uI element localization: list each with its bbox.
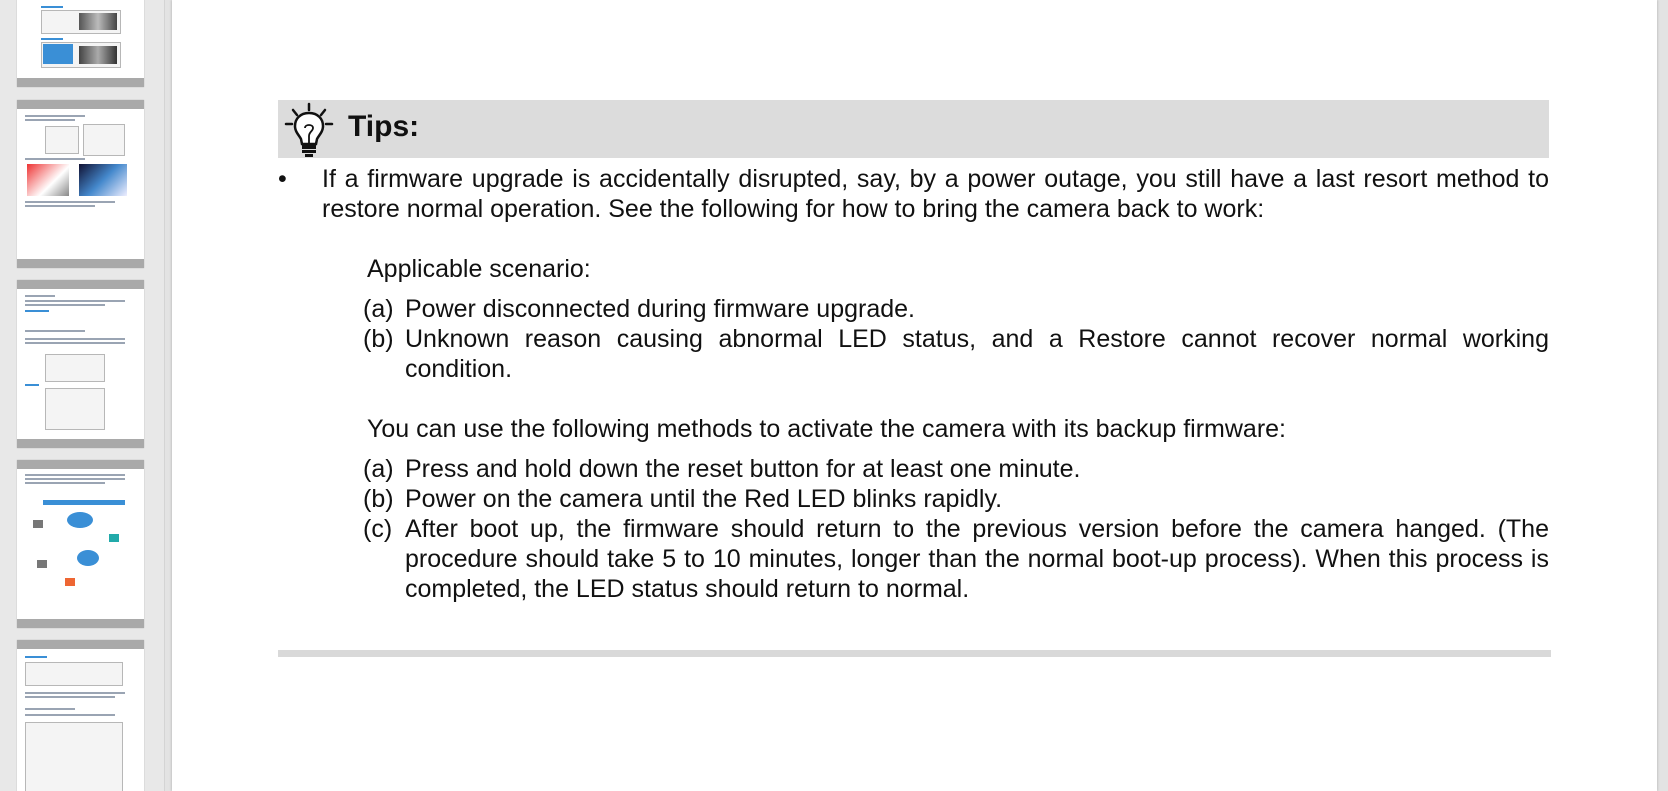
list-marker: (a) xyxy=(363,295,394,323)
page-thumbnail[interactable] xyxy=(17,640,144,791)
list-marker: (b) xyxy=(363,485,394,513)
page-thumbnail[interactable] xyxy=(17,280,144,448)
lightbulb-icon xyxy=(284,102,334,158)
list-text: After boot up, the firmware should return to the previous version before the camera hanged. (The procedure should take 5 to 10 minutes, longer than the normal boot-up process). When this process is completed, the LED status should return to normal. xyxy=(405,515,1549,603)
list-text: Power disconnected during firmware upgrade. xyxy=(405,295,915,323)
list-text: Press and hold down the reset button for at least one minute. xyxy=(405,455,1081,483)
scenario-heading: Applicable scenario: xyxy=(367,255,591,283)
list-item xyxy=(363,514,1549,604)
section-divider xyxy=(278,650,1551,657)
list-text: Unknown reason causing abnormal LED status, and a Restore cannot recover normal working condition. xyxy=(405,325,1549,383)
tips-title: Tips: xyxy=(348,110,420,143)
thumbnail-sidebar[interactable] xyxy=(0,0,165,791)
bullet-marker: • xyxy=(278,165,287,193)
tips-content xyxy=(278,164,1549,604)
list-text: Power on the camera until the Red LED blinks rapidly. xyxy=(405,485,1003,513)
intro-paragraph: If a firmware upgrade is accidentally disrupted, say, by a power outage, you still have a last resort method to restore normal operation. See the following for how to bring the camera back to work: xyxy=(322,165,1549,223)
list-item xyxy=(363,484,1549,514)
tips-bullet xyxy=(278,164,1549,224)
page-thumbnail[interactable] xyxy=(17,100,144,268)
list-marker: (a) xyxy=(363,455,394,483)
list-marker: (c) xyxy=(363,515,393,543)
list-item xyxy=(363,454,1549,484)
tips-header xyxy=(278,100,1549,158)
pdf-page xyxy=(172,0,1657,791)
list-marker: (b) xyxy=(363,325,394,353)
scenario-list xyxy=(363,294,1549,384)
methods-heading: You can use the following methods to activate the camera with its backup firmware: xyxy=(367,415,1286,443)
list-item xyxy=(363,294,1549,324)
page-thumbnail[interactable] xyxy=(17,460,144,628)
page-thumbnail[interactable] xyxy=(17,0,144,87)
document-view[interactable] xyxy=(165,0,1668,791)
list-item xyxy=(363,324,1549,384)
methods-list xyxy=(363,454,1549,604)
